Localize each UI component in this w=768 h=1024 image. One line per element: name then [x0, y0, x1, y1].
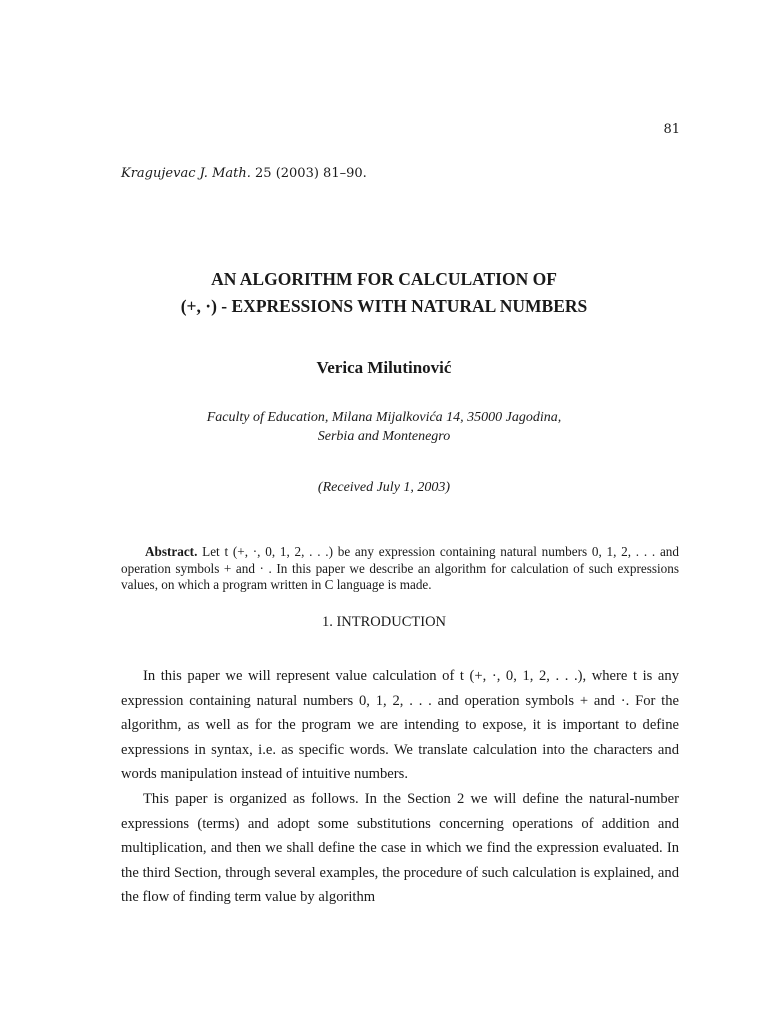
body-paragraph: This paper is organized as follows. In the Section 2 we will define the natural-number expressions (terms) and adopt some substitutions concerning operations of addition and multiplication, and then we shall define the case in which we find the expression evaluated. In the third Section, through several examples, the procedure of such calculation is explained, and the flow of finding term value by algorithm — [121, 790, 679, 906]
section-body — [121, 664, 679, 910]
paper-title — [0, 266, 768, 320]
abstract — [121, 544, 679, 594]
page-number: 81 — [663, 122, 680, 137]
author-name: Verica Milutinović — [316, 358, 452, 377]
abstract-label: Abstract. — [145, 544, 198, 559]
affiliation — [0, 408, 768, 446]
journal-name: Kragujevac J. Math. — [121, 166, 251, 181]
received-date: (Received July 1, 2003) — [317, 480, 451, 495]
abstract-text: Let t (+, ·, 0, 1, 2, . . .) be any expression containing natural numbers 0, 1, 2, . . . and operation symbols + and · . In this paper we describe an algorithm for calculation of such expressions values, on which a program written in C language is made. — [121, 544, 679, 592]
section-heading: 1. INTRODUCTION — [321, 614, 447, 630]
body-paragraph: In this paper we will represent value calculation of t (+, ·, 0, 1, 2, . . .), where t is any expression containing natural numbers 0, 1, 2, . . . and operation symbols + and ·. For the algorithm, as well as for the program we are intending to expose, it is important to define expressions in syntax, i.e. as specific words. We translate calculation into the characters and words manipulation instead of intuitive numbers. — [121, 668, 679, 783]
affiliation-line-1: Faculty of Education, Milana Mijalkovića 14, 35000 Jagodina, — [206, 410, 562, 425]
affiliation-line-2: Serbia and Montenegro — [317, 429, 451, 444]
title-line-1: AN ALGORITHM FOR CALCULATION OF — [211, 269, 557, 289]
journal-citation: 25 (2003) 81–90. — [255, 166, 367, 181]
title-line-2: (+, ·) - EXPRESSIONS WITH NATURAL NUMBERS — [180, 296, 588, 316]
journal-reference — [121, 166, 367, 181]
